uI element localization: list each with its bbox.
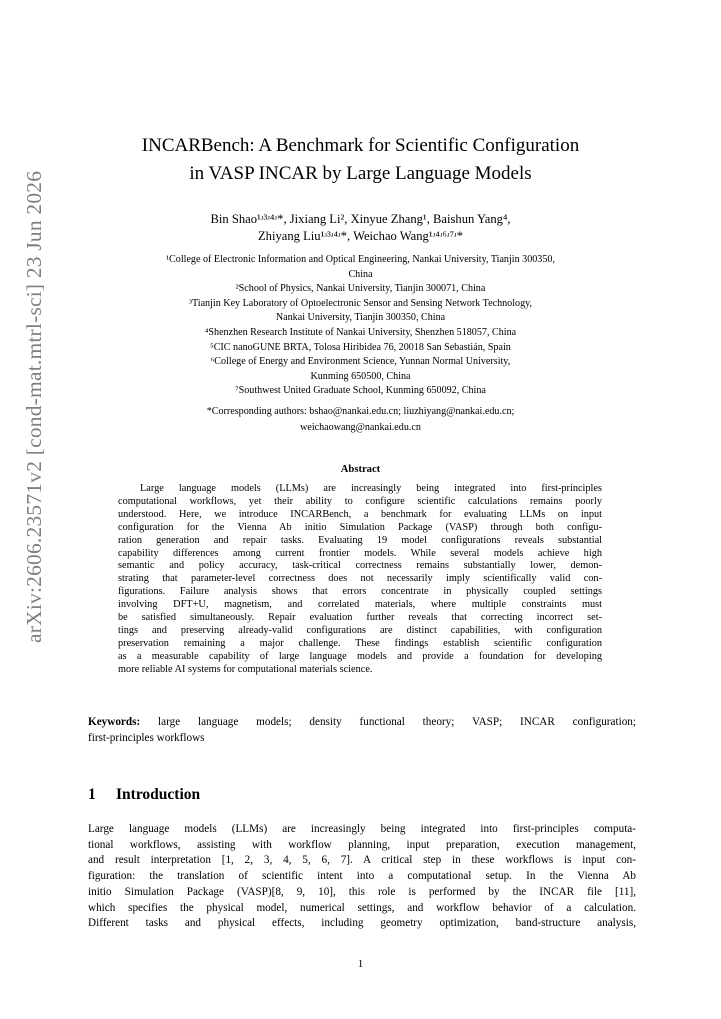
abstract-line: computational workflows, yet their ability to configure scientific calculations remains poorly — [118, 495, 602, 507]
abstract-line: Large language models (LLMs) are increasingly being integrated into first-principles — [140, 483, 602, 494]
title-line: INCARBench: A Benchmark for Scientific Configuration — [141, 135, 580, 156]
affiliation-line: ⁵CIC nanoGUNE BRTA, Tolosa Hiribidea 76, 20018 San Sebastián, Spain — [210, 341, 511, 353]
abstract-line: involving DFT+U, magnetism, and correlated materials, where multiple constraints must — [118, 599, 602, 611]
abstract-line: as a measurable capability of large language models and provide a foundation for developing — [118, 650, 602, 662]
abstract-line: figurations. Failure analysis shows that errors concentrate in physically coupled settings — [118, 586, 602, 598]
abstract-line: ration generation and repair tasks. Evaluating 19 model configurations reveals substantial — [118, 534, 602, 546]
affiliation-line: ⁴Shenzhen Research Institute of Nankai University, Shenzhen 518057, China — [204, 326, 517, 338]
abstract-line: preservation remaining a major challenge. These findings establish scientific configuration — [118, 637, 602, 649]
affiliation-list — [88, 253, 633, 399]
abstract-line: be satisfied simultaneously. Repair evaluation further reveals that correcting incorrect set- — [118, 612, 602, 624]
abstract-line: semantic and policy accuracy, task-critical correctness remains substantially lower, demon- — [118, 560, 602, 572]
affiliation-line: Nankai University, Tianjin 300350, China — [275, 312, 446, 324]
intro-line: figuration: the translation of scientific intent into a computational setup. In the Vienna Ab — [88, 870, 636, 883]
corresponding-line: weichaowang@nankai.edu.cn — [300, 421, 421, 433]
affiliation-line: ¹College of Electronic Information and Optical Engineering, Nankai University, Tianjin 300350, — [166, 254, 555, 265]
intro-line: initio Simulation Package (VASP)[8, 9, 10], this role is performed by the INCAR file [11], — [88, 885, 636, 898]
abstract-line: configuration for the Vienna Ab initio Simulation Package (VASP) through both configu- — [118, 521, 602, 533]
introduction-body — [88, 822, 636, 932]
keywords-label: Keywords: — [88, 716, 141, 728]
author-list — [88, 211, 633, 245]
keywords-text: large language models; density functional theory; VASP; INCAR configuration; — [158, 716, 637, 728]
paper-title — [88, 132, 633, 188]
abstract-line: capability differences among current frontier models. While several models achieve high — [118, 547, 602, 559]
affiliation-line: Kunming 650500, China — [310, 370, 411, 382]
abstract-body — [118, 483, 602, 677]
keywords-block — [88, 714, 636, 747]
title-line: in VASP INCAR by Large Language Models — [189, 163, 532, 184]
intro-line: Different tasks and physical effects, including geometry optimization, band-structure analysis, — [88, 917, 636, 930]
corresponding-line: *Corresponding authors: bshao@nankai.edu.cn; liuzhiyang@nankai.edu.cn; — [206, 406, 515, 417]
affiliation-line: ⁷Southwest United Graduate School, Kunming 650092, China — [235, 385, 486, 397]
abstract-line: tings and preserving already-valid configurations are distinct capabilities, with configuration — [118, 624, 602, 636]
abstract-line: strating that parameter-level correctness does not necessarily imply scientifically valid con- — [118, 573, 602, 585]
affiliation-line: ⁶College of Energy and Environment Science, Yunnan Normal University, — [210, 356, 511, 368]
section-title: Introduction — [116, 786, 201, 803]
section-heading — [88, 786, 200, 804]
affiliation-line: ²School of Physics, Nankai University, Tianjin 300071, China — [235, 283, 486, 295]
intro-line: Large language models (LLMs) are increasingly being integrated into first-principles computa- — [88, 823, 636, 835]
affiliation-line: China — [348, 268, 373, 280]
affiliation-line: ³Tianjin Key Laboratory of Optoelectronic Sensor and Sensing Network Technology, — [188, 297, 533, 309]
arxiv-identifier-stamp: arXiv:2606.23571v2 [cond-mat.mtrl-sci] 23 Jun 2026 — [22, 170, 46, 643]
keywords-line — [88, 714, 636, 730]
abstract-heading: Abstract — [340, 464, 381, 475]
section-number: 1 — [88, 786, 96, 803]
intro-line: which specifies the physical model, numerical settings, and workflow behavior of a calculation. — [88, 901, 636, 914]
abstract-line: more reliable AI systems for computational materials science. — [118, 663, 373, 675]
intro-line: tional workflows, assisting with workflow planning, input preparation, execution management, — [88, 838, 636, 851]
abstract-line: understood. Here, we introduce INCARBench, a benchmark for evaluating LLMs on input — [118, 508, 602, 520]
keywords-line: first-principles workflows — [88, 732, 205, 745]
author-line: Bin Shao¹ʴ³ʴ⁴ʴ*, Jixiang Li², Xinyue Zhang¹, Baishun Yang⁴, — [210, 212, 511, 226]
author-line: Zhiyang Liu¹ʴ³ʴ⁴ʴ*, Weichao Wang¹ʴ⁴ʴ⁶ʴ⁷ʴ* — [257, 229, 464, 243]
corresponding-authors — [88, 404, 633, 435]
intro-line: and result interpretation [1, 2, 3, 4, 5, 6, 7]. A critical step in these workflows is input con- — [88, 854, 636, 867]
page-number: 1 — [357, 958, 364, 970]
